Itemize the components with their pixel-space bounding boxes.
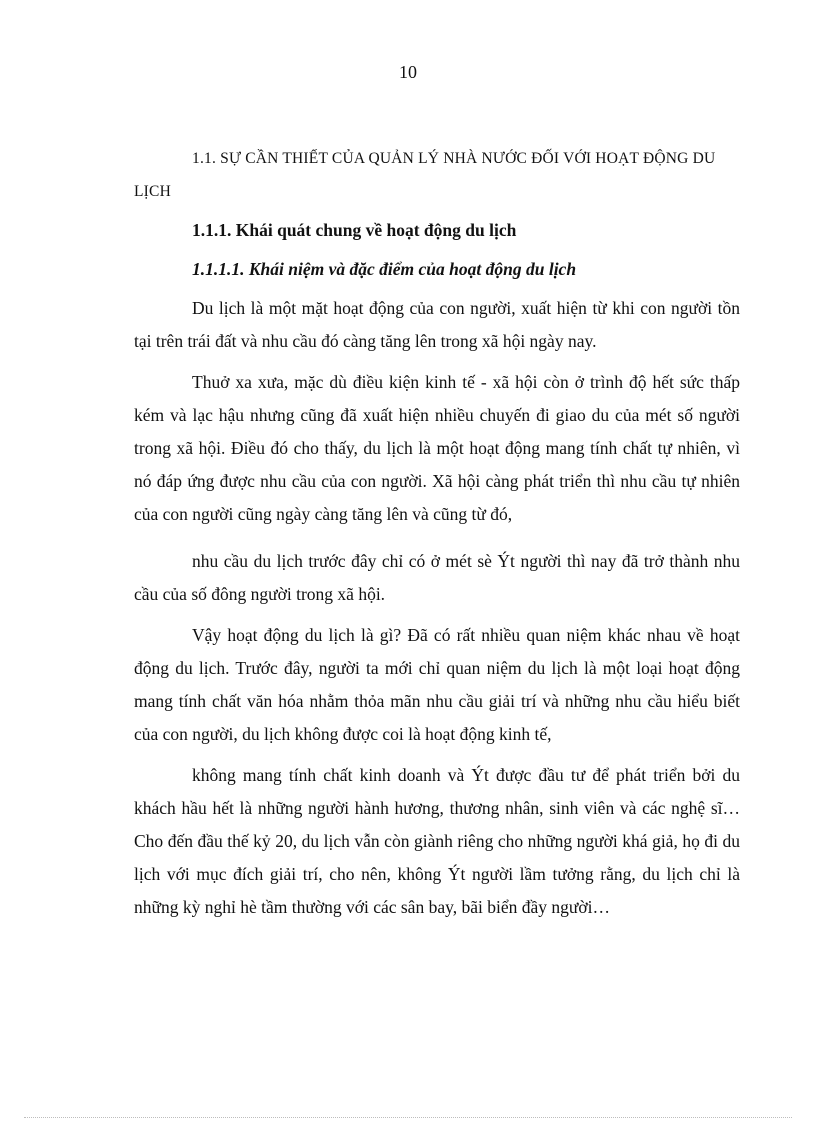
footer-divider bbox=[24, 1117, 792, 1118]
subsection-heading: 1.1.1. Khái quát chung về hoạt động du lịch bbox=[192, 220, 517, 240]
page-number: 10 bbox=[399, 62, 417, 82]
paragraph-3: nhu cầu du lịch trước đây chỉ có ở mét sè Ýt người thì nay đã trở thành nhu cầu của số đông người trong xã hội. bbox=[134, 551, 740, 604]
paragraph-5: không mang tính chất kinh doanh và Ýt được đầu tư để phát triển bởi du khách hầu hết là những người hành hương, thương nhân, sinh viên và các nghệ sĩ… Cho đến đầu thế kỷ 20, du lịch vẫn còn giành riêng cho những người khá giả, họ đi du lịch với mục đích giải trí, cho nên, không Ýt người lầm tưởng rằng, du lịch chỉ là những kỳ nghỉ hè tầm thường với các sân bay, bãi biển đầy người… bbox=[134, 765, 740, 917]
section-heading: 1.1. SỰ CẦN THIẾT CỦA QUẢN LÝ NHÀ NƯỚC ĐỐI VỚI HOẠT ĐỘNG DU LỊCH bbox=[134, 150, 716, 200]
subsubsection-heading: 1.1.1.1. Khái niệm và đặc điểm của hoạt động du lịch bbox=[192, 259, 577, 279]
paragraph-4: Vậy hoạt động du lịch là gì? Đã có rất nhiều quan niệm khác nhau về hoạt động du lịch. Trước đây, người ta mới chỉ quan niệm du lịch là một loại hoạt động mang tính chất văn hóa nhằm thỏa mãn nhu cầu giải trí và những nhu cầu hiểu biết của con người, du lịch không được coi là hoạt động kinh tế, bbox=[134, 625, 740, 744]
document-body bbox=[134, 142, 740, 932]
paragraph-1: Du lịch là một mặt hoạt động của con người, xuất hiện từ khi con người tồn tại trên trái đất và nhu cầu đó càng tăng lên trong xã hội ngày nay. bbox=[134, 298, 740, 351]
paragraph-2: Thuở xa xưa, mặc dù điều kiện kinh tế - xã hội còn ở trình độ hết sức thấp kém và lạc hậu nhưng cũng đã xuất hiện nhiều chuyến đi giao du của mét số người trong xã hội. Điều đó cho thấy, du lịch là một hoạt động mang tính chất tự nhiên, vì nó đáp ứng được nhu cầu của con người. Xã hội càng phát triển thì nhu cầu tự nhiên của con người cũng ngày càng tăng lên và cũng từ đó, bbox=[134, 372, 740, 524]
